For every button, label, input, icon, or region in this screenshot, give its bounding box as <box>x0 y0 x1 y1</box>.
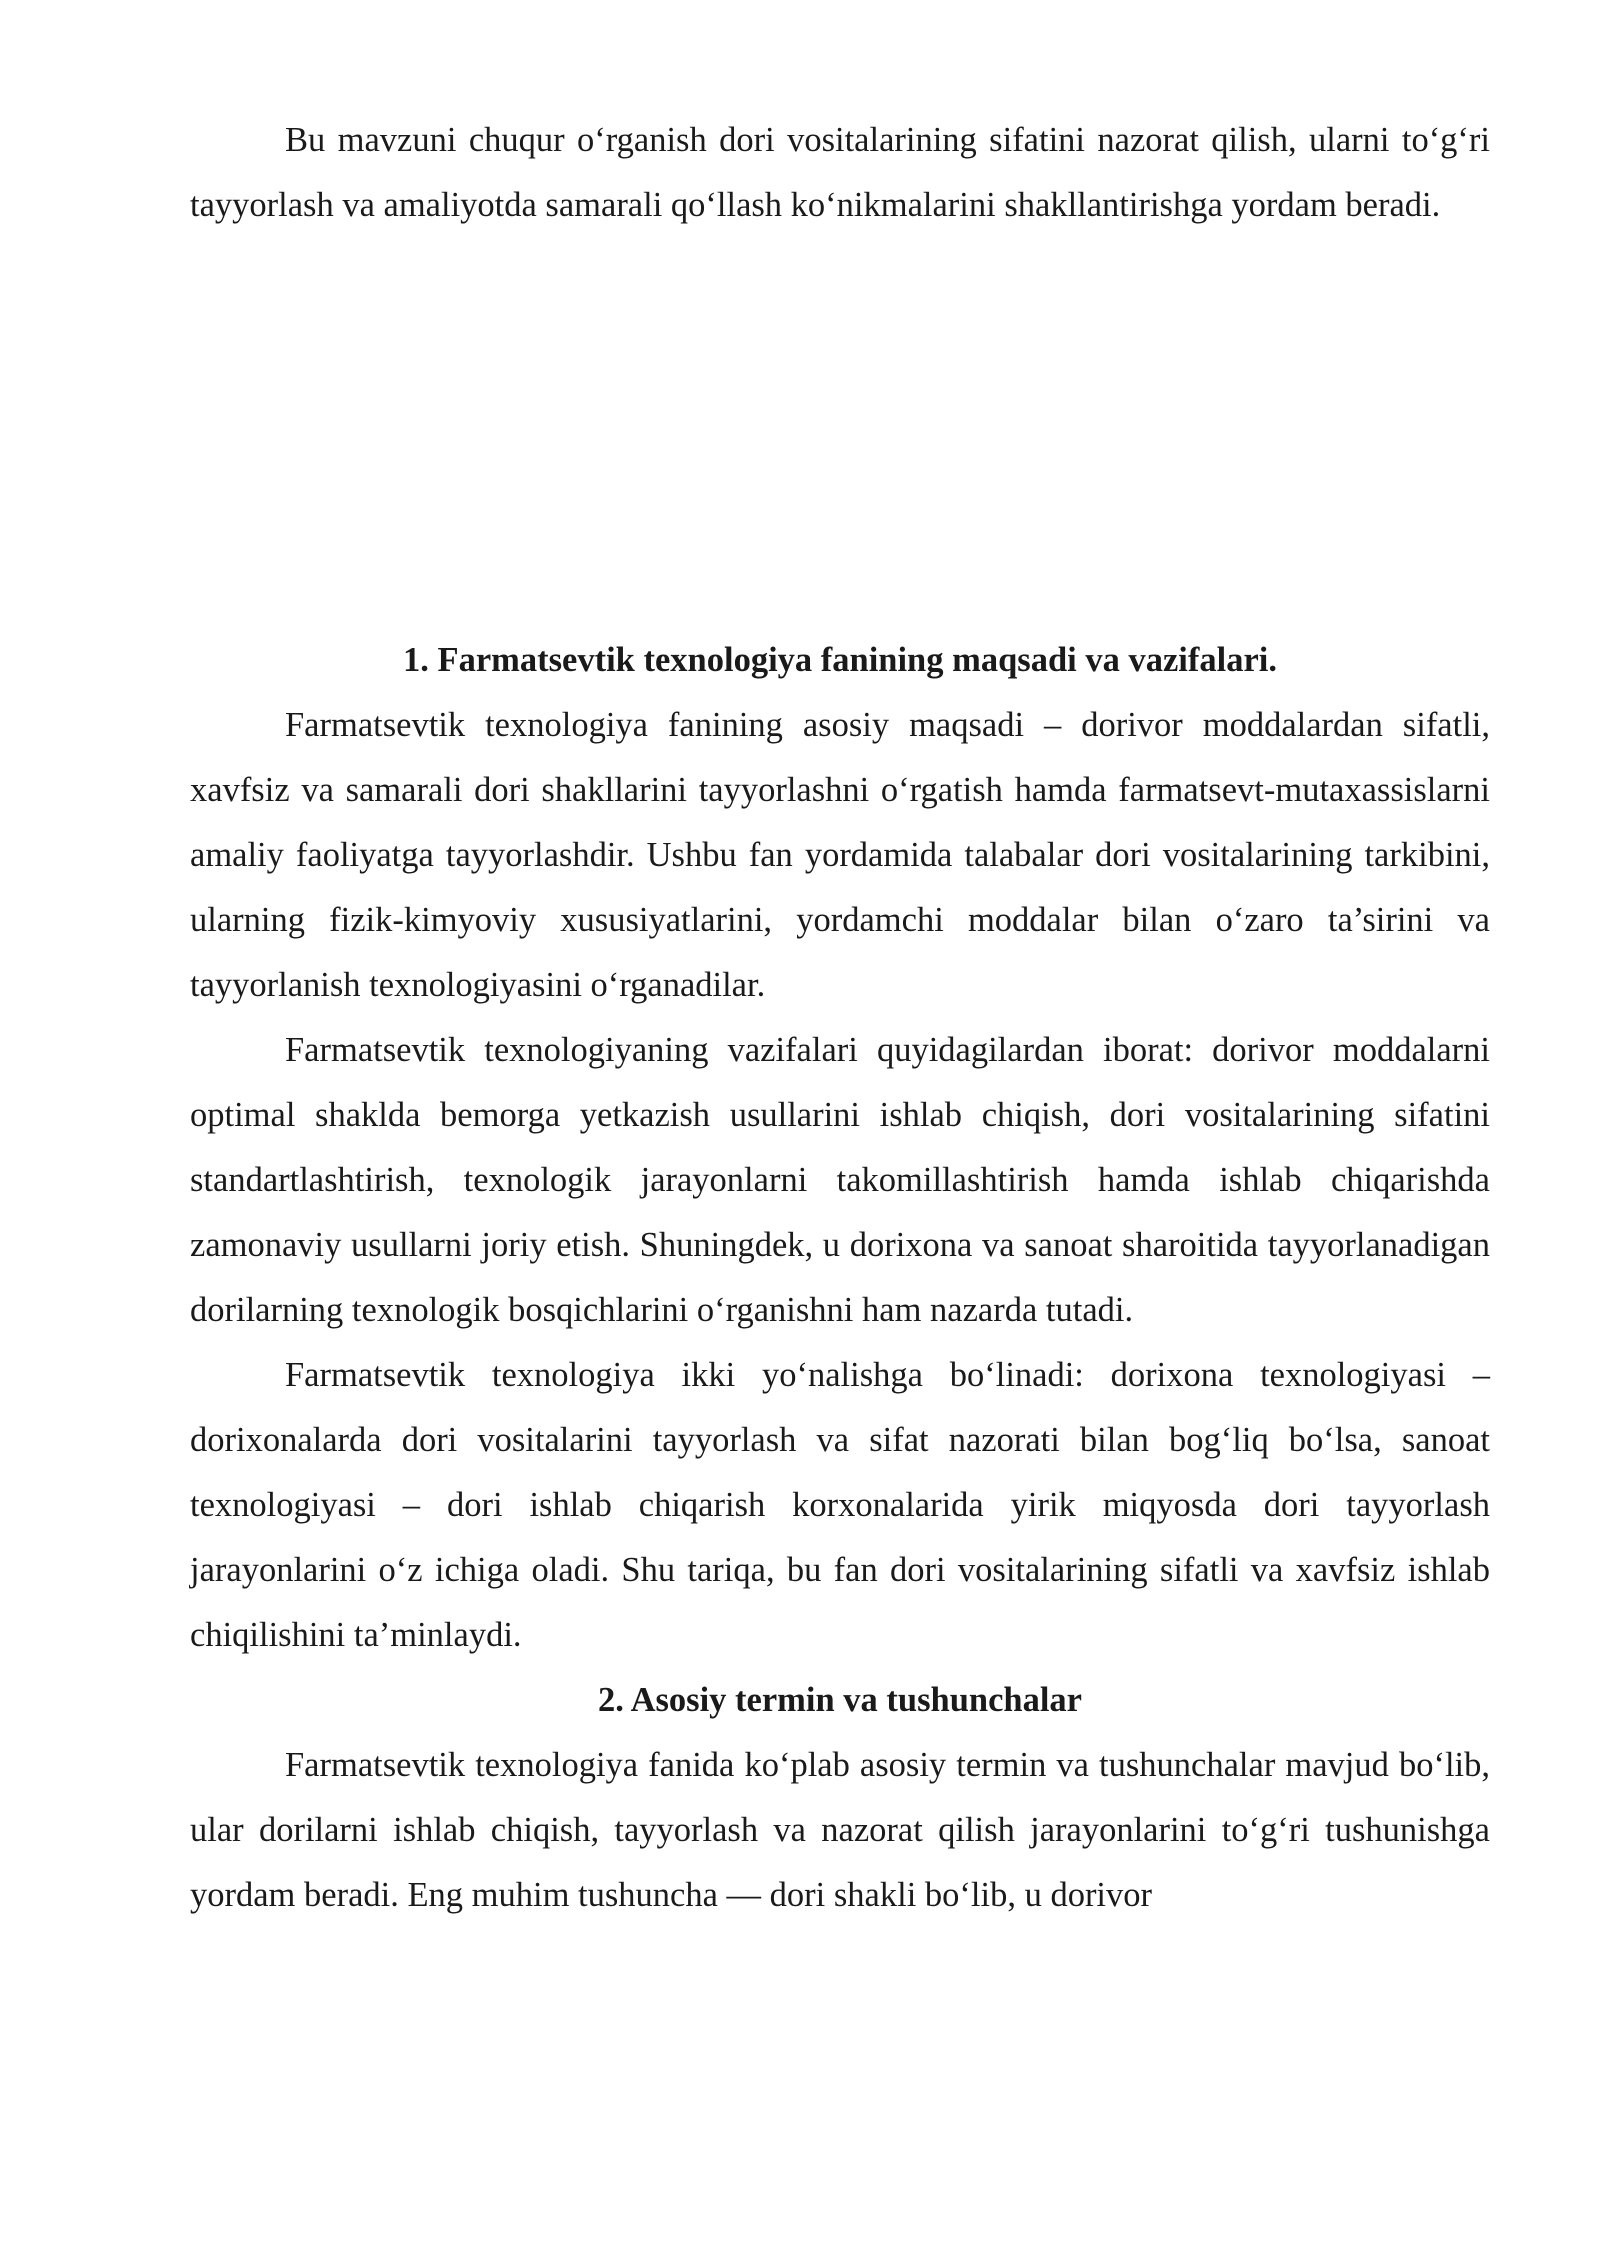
section-2-paragraph: Farmatsevtik texnologiya fanida ko‘plab asosiy termin va tushunchalar mavjud bo‘lib, ular dorilarni ishlab chiqish, tayyorlash va nazorat qilish jarayonlarini to‘g‘ri tushunishga yordam beradi. Eng muhim tushuncha — dori shakli bo‘lib, u dorivor <box>190 1746 1490 1914</box>
section-2-heading: 2. Asosiy termin va tushunchalar <box>597 1681 1082 1719</box>
page-spacer <box>190 238 1490 628</box>
document-page <box>190 108 1490 1928</box>
section-1-paragraph: Farmatsevtik texnologiya ikki yo‘nalishga bo‘linadi: dorixona texnologiyasi – dorixonalarda dori vositalarini tayyorlash va sifat nazorati bilan bog‘liq bo‘lsa, sanoat texnologiyasi – dori ishlab chiqarish korxonalarida yirik miqyosda dori tayyorlash jarayonlarini o‘z ichiga oladi. Shu tariqa, bu fan dori vositalarining sifatli va xavfsiz ishlab chiqilishini ta’minlaydi. <box>190 1356 1490 1654</box>
section-1-paragraph: Farmatsevtik texnologiyaning vazifalari quyidagilardan iborat: dorivor moddalarni optimal shaklda bemorga yetkazish usullarini ishlab chiqish, dori vositalarining sifatini standartlashtirish, texnologik jarayonlarni takomillashtirish hamda ishlab chiqarishda zamonaviy usullarni joriy etish. Shuningdek, u dorixona va sanoat sharoitida tayyorlanadigan dorilarning texnologik bosqichlarini o‘rganishni ham nazarda tutadi. <box>190 1031 1490 1329</box>
section-1-heading: 1. Farmatsevtik texnologiya fanining maqsadi va vazifalari. <box>403 641 1277 679</box>
intro-paragraph: Bu mavzuni chuqur o‘rganish dori vositalarining sifatini nazorat qilish, ularni to‘g‘ri tayyorlash va amaliyotda samarali qo‘llash ko‘nikmalarini shakllantirishga yordam beradi. <box>190 121 1490 224</box>
section-1-paragraph: Farmatsevtik texnologiya fanining asosiy maqsadi – dorivor moddalardan sifatli, xavfsiz va samarali dori shakllarini tayyorlashni o‘rgatish hamda farmatsevt-mutaxassislarni amaliy faoliyatga tayyorlashdir. Ushbu fan yordamida talabalar dori vositalarining tarkibini, ularning fizik-kimyoviy xususiyatlarini, yordamchi moddalar bilan o‘zaro ta’sirini va tayyorlanish texnologiyasini o‘rganadilar. <box>190 706 1490 1004</box>
